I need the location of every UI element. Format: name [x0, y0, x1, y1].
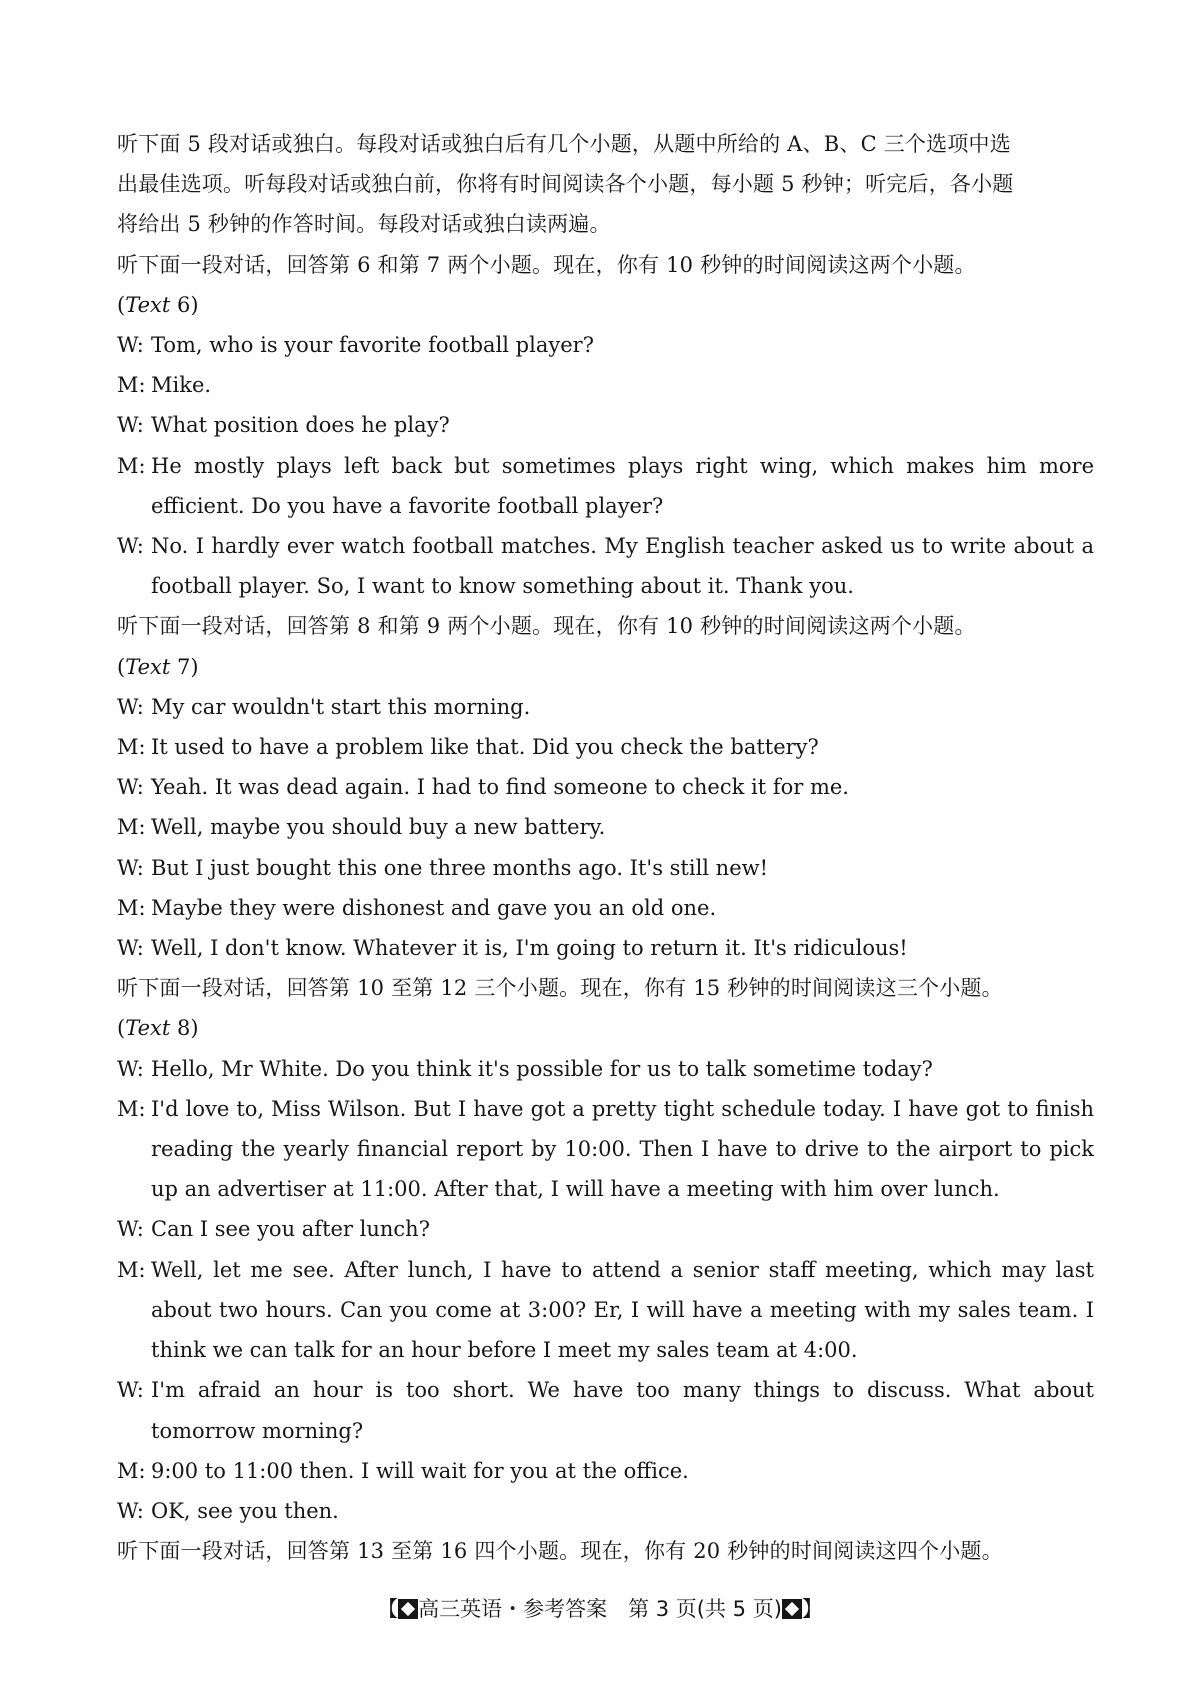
speaker-label: W: [117, 534, 144, 559]
dialogue-line [117, 1370, 1094, 1450]
final-instruction: 听下面一段对话，回答第 13 至第 16 四个小题。现在，你有 20 秒钟的时间阅读这四个小题。 [117, 1539, 1003, 1564]
page-content [117, 124, 1094, 1571]
utterance: It used to have a problem like that. Did you check the battery? [151, 735, 819, 760]
dialogue-line [117, 1250, 1094, 1371]
speaker-label: W: [117, 333, 144, 358]
utterance: Well, let me see. After lunch, I have to attend a senior staff meeting, which may last about two hours. Can you come at 3:00? Er, I will have a meeting with my sales team. I think we can talk for an hour before I meet my sales team at 4:00. [151, 1257, 1094, 1363]
intro-line-3: 将给出 5 秒钟的作答时间。每段对话或独白读两遍。 [117, 212, 611, 237]
utterance: Yeah. It was dead again. I had to find someone to check it for me. [151, 775, 849, 800]
dialogue-line [117, 727, 1094, 767]
dialogue-line [117, 526, 1094, 606]
speaker-label: M: [117, 735, 146, 760]
section-7-instruction: 听下面一段对话，回答第 8 和第 9 两个小题。现在，你有 10 秒钟的时间阅读这两个小题。 [117, 614, 976, 639]
utterance: Can I see you after lunch? [151, 1217, 430, 1242]
utterance: But I just bought this one three months ago. It's still new! [151, 855, 769, 880]
speaker-label: W: [117, 413, 144, 438]
footer-bracket-close: 】 [801, 1597, 823, 1621]
text-label: Text [125, 1016, 171, 1041]
text-number: 7) [170, 654, 199, 679]
text-number: 8) [170, 1016, 199, 1041]
utterance: OK, see you then. [151, 1498, 339, 1523]
utterance: Well, I don't know. Whatever it is, I'm going to return it. It's ridiculous! [151, 936, 908, 961]
diamond-icon [782, 1599, 802, 1619]
utterance: My car wouldn't start this morning. [151, 694, 531, 719]
speaker-label: W: [117, 1498, 144, 1523]
utterance: Maybe they were dishonest and gave you an old one. [151, 895, 717, 920]
page-footer [0, 1594, 1200, 1624]
utterance: I'm afraid an hour is too short. We have too many things to discuss. What about tomorrow morning? [151, 1378, 1094, 1443]
text-7-heading: (Text 7) [117, 654, 199, 679]
intro-line-2: 出最佳选项。听每段对话或独白前，你将有时间阅读各个小题，每小题 5 秒钟；听完后，各小题 [117, 172, 1014, 197]
diamond-icon [398, 1599, 418, 1619]
dialogue-line [117, 446, 1094, 526]
dialogue-line [117, 1209, 1094, 1249]
utterance: 9:00 to 11:00 then. I will wait for you at the office. [151, 1458, 689, 1483]
text-label: Text [125, 654, 171, 679]
text-6-heading: (Text 6) [117, 292, 199, 317]
dialogue-line [117, 1491, 1094, 1531]
dialogue-line [117, 848, 1094, 888]
speaker-label: W: [117, 936, 144, 961]
speaker-label: M: [117, 1257, 146, 1282]
utterance: I'd love to, Miss Wilson. But I have got a pretty tight schedule today. I have got to finish reading the yearly financial report by 10:00. Then I have to drive to the airport to pick up an advertiser at 11:00. After that, I will have a meeting with him over lunch. [151, 1096, 1094, 1202]
speaker-label: W: [117, 1217, 144, 1242]
utterance: Mike. [151, 373, 212, 398]
text-8-heading: (Text 8) [117, 1016, 199, 1041]
dialogue-line [117, 888, 1094, 928]
dialogue-line [117, 928, 1094, 968]
speaker-label: M: [117, 453, 146, 478]
utterance: He mostly plays left back but sometimes plays right wing, which makes him more efficient. Do you have a favorite football player? [151, 453, 1094, 518]
utterance: Hello, Mr White. Do you think it's possible for us to talk sometime today? [151, 1056, 933, 1081]
speaker-label: W: [117, 1056, 144, 1081]
dialogue-line [117, 1089, 1094, 1210]
section-8-instruction: 听下面一段对话，回答第 10 至第 12 三个小题。现在，你有 15 秒钟的时间阅读这三个小题。 [117, 976, 1003, 1001]
utterance: What position does he play? [151, 413, 450, 438]
dialogue-line [117, 1049, 1094, 1089]
speaker-label: M: [117, 1458, 146, 1483]
dialogue-line [117, 325, 1094, 365]
speaker-label: M: [117, 895, 146, 920]
dialogue-line [117, 807, 1094, 847]
speaker-label: W: [117, 1378, 144, 1403]
speaker-label: M: [117, 815, 146, 840]
speaker-label: W: [117, 775, 144, 800]
utterance: Tom, who is your favorite football player? [151, 333, 594, 358]
speaker-label: M: [117, 1096, 146, 1121]
dialogue-line [117, 767, 1094, 807]
utterance: No. I hardly ever watch football matches. My English teacher asked us to write about a football player. So, I want to know something about it. Thank you. [151, 534, 1094, 599]
text-number: 6) [170, 292, 199, 317]
dialogue-line [117, 405, 1094, 445]
dialogue-line [117, 1451, 1094, 1491]
footer-bracket-open: 【 [377, 1597, 399, 1621]
utterance: Well, maybe you should buy a new battery. [151, 815, 606, 840]
section-6-instruction: 听下面一段对话，回答第 6 和第 7 两个小题。现在，你有 10 秒钟的时间阅读这两个小题。 [117, 252, 976, 277]
footer-label: 高三英语・参考答案 第 3 页(共 5 页) [418, 1597, 782, 1621]
dialogue-line [117, 365, 1094, 405]
dialogue-line [117, 687, 1094, 727]
speaker-label: W: [117, 694, 144, 719]
intro-line-1: 听下面 5 段对话或独白。每段对话或独白后有几个小题，从题中所给的 A、B、C 三个选项中选 [117, 132, 1011, 156]
speaker-label: W: [117, 855, 144, 880]
speaker-label: M: [117, 373, 146, 398]
text-label: Text [125, 292, 171, 317]
